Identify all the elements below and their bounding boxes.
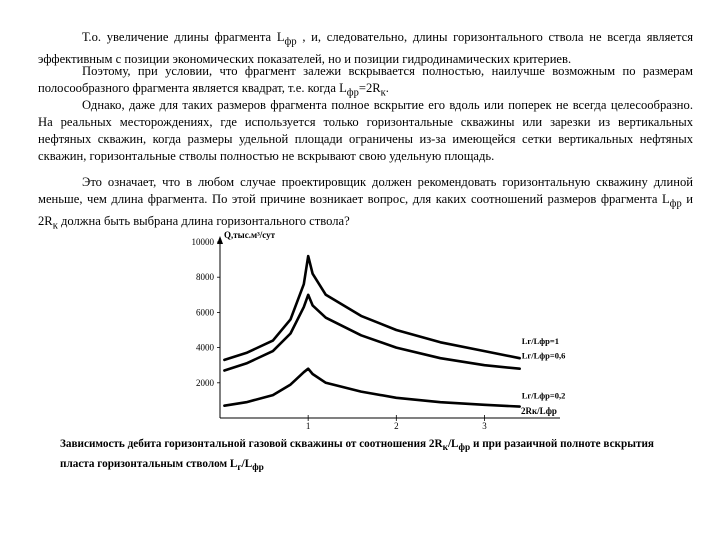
figure-caption (60, 436, 680, 476)
paragraph-2-text-c: . (385, 81, 389, 96)
x-tick-label: 3 (482, 421, 487, 430)
series-label (522, 351, 566, 361)
caption-sub-2: фр (458, 443, 471, 454)
series-label-main: Lг/Lфр (521, 390, 550, 401)
caption-text-a: Зависимость дебита горизонтальной газовой скважины от соотношения 2R (60, 438, 443, 450)
y-tick-label: 6000 (196, 307, 214, 318)
y-tick-label: 4000 (196, 342, 214, 353)
x-tick-label: 2 (394, 421, 399, 430)
line-chart (150, 228, 570, 430)
y-tick-label: 10000 (191, 237, 214, 247)
caption-text-d: /L (241, 458, 253, 471)
chart-series (224, 256, 519, 407)
paragraph-3-text: Однако, даже для таких размеров фрагмента полное вскрытие его вдоль или поперек не всегда целесообразно. На реальных месторождениях, где используется только горизонтальные скважины или зарезки из вертикальных нефтяных скважин, когда размеры удельной площади ограничены из-за имеющейся сетки вертикальных нефтяных скважин, горизонтальные стволы полностью не вскрывают свою удельную площадь. (38, 98, 693, 164)
series-label-main: Lг/Lфр (521, 336, 550, 347)
paragraph-4-sub-1: фр (669, 198, 682, 210)
caption-sub-3: г (237, 463, 242, 474)
paragraph-4 (38, 174, 693, 234)
paragraph-1 (38, 29, 693, 68)
y-tick-label: 2000 (196, 377, 214, 388)
series-label (522, 336, 559, 346)
x-axis-title: 2Rк/Lфр (521, 406, 557, 416)
paragraph-2-sub-2: к (380, 87, 386, 99)
series-label-value: =1 (549, 336, 560, 347)
paragraph-2-text-a: Поэтому, при условии, что фрагмент залежи вскрывается полностью, наилучше возможным по размерам полосообразного фрагмента является квадрат, т.е. когда L (38, 64, 693, 96)
chart-labels (224, 230, 565, 416)
paragraph-3 (38, 97, 693, 165)
x-tick-label: 1 (305, 421, 311, 430)
series-line (224, 256, 519, 360)
caption-sub-4: фр (252, 463, 264, 474)
series-label-value: =0,2 (549, 390, 566, 401)
paragraph-4-text-c: должна быть выбрана длина горизонтального ствола? (57, 213, 350, 228)
series-line (224, 295, 519, 371)
figure (150, 228, 570, 430)
paragraph-1-sub: фр (284, 36, 297, 48)
caption-text-b: /L (447, 438, 459, 450)
paragraph-2-sub-1: фр (346, 87, 359, 99)
y-axis-title: Q,тыс.м³/сут (224, 230, 276, 240)
y-tick-label: 8000 (196, 272, 214, 283)
paragraph-4-text-a: Это означает, что в любом случае проектировщик должен рекомендовать горизонтальную скважину длиной меньше, чем длина фрагмента. По этой причине возникает вопрос, для каких соотношений размеров фрагмента L (38, 175, 693, 207)
series-label (522, 391, 566, 401)
series-label-main: Lг/Lфр (521, 350, 550, 361)
paragraph-4-sub-2: к (52, 220, 58, 232)
paragraph-4-text-b: и 2R (38, 192, 694, 228)
paragraph-2-text-b: =2R (358, 81, 381, 96)
series-label-value: =0,6 (549, 350, 566, 361)
paragraph-1-text-a: Т.о. увеличение длины фрагмента L (82, 30, 285, 44)
series-line (224, 369, 519, 407)
paragraph-2 (38, 63, 693, 102)
y-axis-arrow (217, 236, 223, 244)
caption-text-c: и при разаичной полноте вскрытия пласта горизонтальным стволом L (60, 438, 654, 471)
paragraph-1-text-b: , и, следовательно, длины горизонтального ствола не всегда является эффективным с позиции экономических показателей, но и позиции гидродинамических критериев. (38, 30, 693, 66)
caption-sub-1: к (442, 443, 448, 454)
